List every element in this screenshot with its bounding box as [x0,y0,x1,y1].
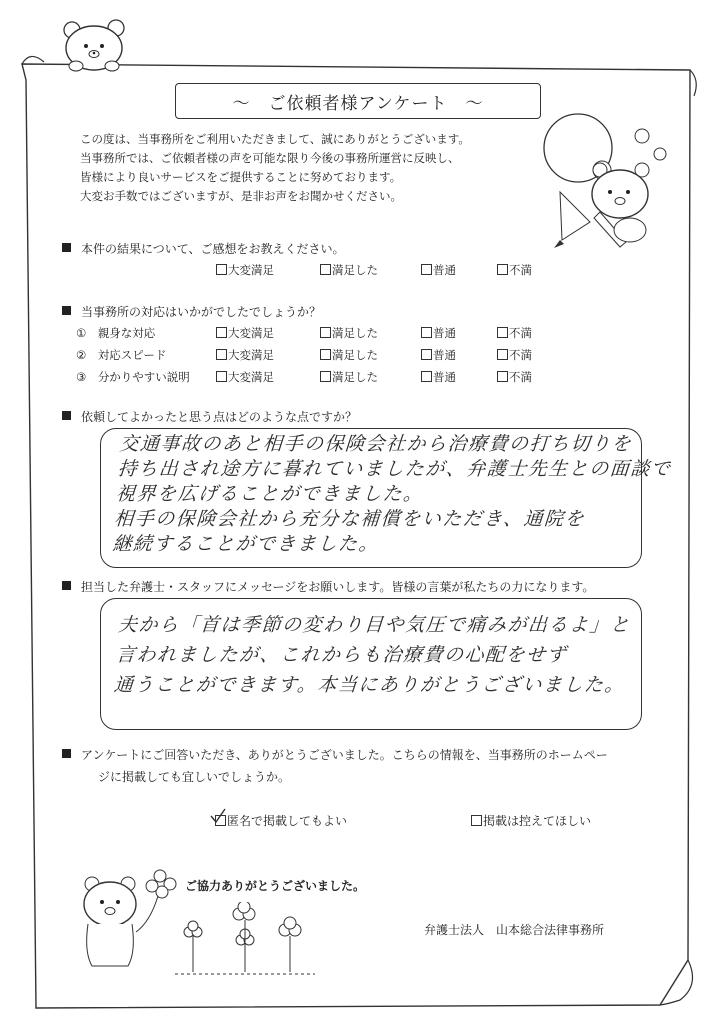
q5-option-anonymous-ok[interactable] [215,812,347,829]
q2-row-3-option-normal[interactable] [421,369,456,385]
q3-handwritten-answer [112,432,674,557]
row-label: 親身な対応 [97,326,156,340]
q1-option-very-satisfied[interactable] [216,262,274,278]
option-label: 不満 [509,348,532,362]
question-2-label: 当事務所の対応はいかがでしたでしょうか？ [81,305,322,319]
answer-line: 通うことができます。本当にありがとうございました。 [113,674,626,696]
q2-row-2-option-satisfied[interactable] [320,347,378,363]
option-label: 普通 [433,326,456,340]
q2-row-1-option-dissatisfied[interactable] [497,325,532,341]
question-3-label: 依頼してよかったと思う点はどのような点ですか？ [81,410,358,424]
thanks-message: ご協力ありがとうございました。 [185,879,366,893]
q2-row-1-option-very-satisfied[interactable] [216,325,274,341]
intro-line: 大変お手数ではございますが、是非お声をお聞かせください。 [80,189,402,203]
question-3 [62,408,357,425]
checkbox-icon[interactable] [497,264,508,275]
q2-row-3-label [76,369,190,385]
q1-option-normal[interactable] [421,262,456,278]
checkbox-icon[interactable] [497,327,508,338]
row-number: ① [76,326,87,340]
option-label: 満足した [332,326,378,340]
checkbox-icon[interactable] [216,327,227,338]
checkbox-icon[interactable] [471,815,482,826]
option-label: 不満 [509,263,532,277]
q5-option-no-publish[interactable] [471,812,591,829]
checkbox-icon[interactable] [216,349,227,360]
option-label: 大変満足 [228,263,274,277]
checkbox-icon[interactable] [421,264,432,275]
checkbox-icon[interactable] [421,349,432,360]
square-bullet-icon [62,243,71,252]
checkbox-icon[interactable] [216,264,227,275]
checkbox-icon[interactable] [216,371,227,382]
question-4-label: 担当した弁護士・スタッフにメッセージをお願いします。皆様の言葉が私たちの力になります。 [81,580,595,594]
q2-row-2-option-normal[interactable] [421,347,456,363]
option-label: 大変満足 [228,348,274,362]
option-label: 普通 [433,348,456,362]
option-label: 匿名で掲載してもよい [227,814,348,828]
question-5-label-line-2: ジに掲載しても宜しいでしょうか。 [98,770,291,784]
row-label: 分かりやすい説明 [97,370,190,384]
square-bullet-icon [62,581,71,590]
intro-line: 皆様により良いサービスをご提供することに努めております。 [80,170,402,184]
question-1-label: 本件の結果について、ご感想をお教えください。 [81,242,345,256]
q2-row-1-option-satisfied[interactable] [320,325,378,341]
q2-row-1-option-normal[interactable] [421,325,456,341]
question-4 [62,578,594,595]
question-1 [62,240,345,257]
option-label: 満足した [332,348,378,362]
answer-line: 持ち出され途方に暮れていましたが、弁護士先生との面談で [117,458,673,480]
clover-flowers-icon [175,902,315,982]
intro-line: この度は、当事務所をご利用いただきまして、誠にありがとうございます。 [80,132,470,146]
option-label: 不満 [509,370,532,384]
q2-row-2-option-very-satisfied[interactable] [216,347,274,363]
square-bullet-icon [62,749,71,758]
bear-with-pencil-icon [530,112,700,252]
option-label: 普通 [433,370,456,384]
q4-handwritten-answer [113,610,632,700]
row-label: 対応スピード [97,348,167,362]
q2-row-2-label [76,347,166,363]
checkbox-icon[interactable] [320,264,331,275]
option-label: 大変満足 [228,326,274,340]
q1-option-dissatisfied[interactable] [497,262,532,278]
checkbox-icon[interactable] [421,371,432,382]
bear-with-flower-icon [70,862,190,972]
answer-line: 交通事故のあと相手の保険会社から治療費の打ち切りを [118,433,633,455]
checkbox-icon[interactable] [320,371,331,382]
question-5 [62,746,608,763]
checkbox-icon[interactable] [421,327,432,338]
answer-line: 夫から「首は季節の変わり目や気圧で痛みが出るよ」と [117,614,632,636]
q2-row-2-option-dissatisfied[interactable] [497,347,532,363]
checkmark-icon [208,806,228,826]
bear-peeking-icon [58,14,138,74]
q2-row-1-label [76,325,155,341]
question-5-line-2 [98,768,290,785]
answer-line: 視界を広げることができました。 [115,483,425,505]
checkbox-icon[interactable] [497,371,508,382]
square-bullet-icon [62,411,71,420]
q2-row-3-option-very-satisfied[interactable] [216,369,274,385]
answer-line: 言われましたが、これからも治療費の心配をせず [115,644,568,666]
question-2 [62,303,321,320]
square-bullet-icon [62,306,71,315]
question-5-label-line-1: アンケートにご回答いただき、ありがとうございました。こちらの情報を、当事務所のホームペー [81,748,608,762]
q2-row-3-option-dissatisfied[interactable] [497,369,532,385]
intro-line: 当事務所では、ご依頼者様の声を可能な限り今後の事務所運営に反映し、 [80,151,460,165]
option-label: 掲載は控えてほしい [483,814,592,828]
firm-name: 弁護士法人 山本総合法律事務所 [424,923,605,937]
option-label: 不満 [509,326,532,340]
intro-text [80,130,470,206]
q1-option-satisfied[interactable] [320,262,378,278]
option-label: 普通 [433,263,456,277]
row-number: ③ [76,370,87,384]
option-label: 満足した [332,370,378,384]
survey-title-text: ～ ご依頼者様アンケート ～ [232,93,484,114]
option-label: 大変満足 [228,370,274,384]
answer-line: 継続することができました。 [111,533,380,555]
row-number: ② [76,348,87,362]
option-label: 満足した [332,263,378,277]
survey-title [175,83,541,119]
q2-row-3-option-satisfied[interactable] [320,369,378,385]
checkbox-icon[interactable] [320,349,331,360]
answer-line: 相手の保険会社から充分な補償をいただき、通院を [113,508,586,530]
checkbox-icon[interactable] [320,327,331,338]
checkbox-icon[interactable] [497,349,508,360]
